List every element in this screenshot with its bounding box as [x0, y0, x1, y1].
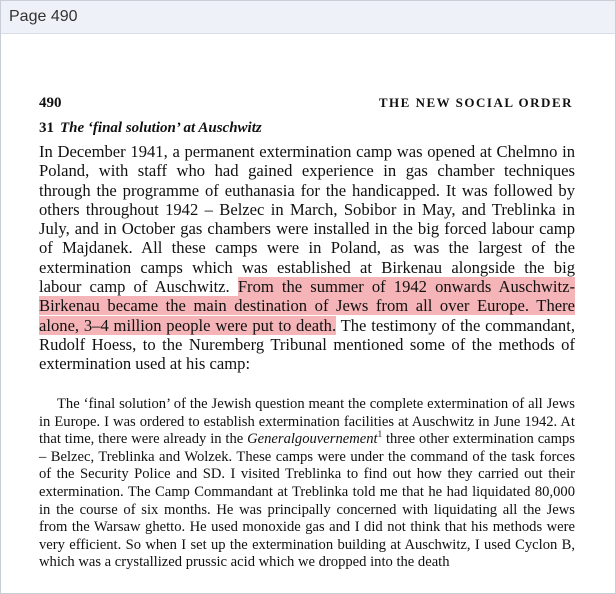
intro-paragraph — [39, 142, 575, 374]
book-page — [1, 34, 615, 593]
italic-term: Generalgouvernement — [247, 431, 378, 448]
page-label: Page 490 — [9, 8, 78, 25]
folio: 490 — [39, 95, 62, 111]
intro-text-before: In December 1941, a permanent extermination camp was opened at Chelmno in Poland, with staff who had gained experience in gas chamber techniques through the programme of euthanasia for the handicapped. It was followed by others throughout 1942 – Belzec in March, Sobibor in May, and Treblinka in July, and in October gas chambers were installed in the big forced labour camp of Majdanek. All these camps were in Poland, as was the largest of the extermination camps which was established at Birkenau alongside the big labour camp of Auschwitz. — [39, 142, 575, 297]
intro-text-after: The testimony of the commandant, Rudolf Hoess, to the Nuremberg Tribunal mentioned some of the methods of extermination used at his camp: — [39, 315, 575, 374]
testimony-quote — [39, 396, 575, 572]
running-head — [39, 95, 573, 112]
section-heading — [39, 120, 262, 137]
footnote-mark: 1 — [377, 429, 383, 440]
page-label-bar — [1, 1, 615, 34]
section-number: 31 — [39, 120, 54, 136]
quote-text-part2: three other extermination camps – Belzec, Treblinka and Wolzek. These camps were under the command of the task forces of the Security Police and SD. I visited Treblinka to find out how they carried out their extermination. The Camp Commandant at Treblinka told me that he had liquidated 80,000 in the course of six months. He was principally concerned with liquidating all the Jews from the Warsaw ghetto. He used monoxide gas and I did not think that his methods were very efficient. So when I set up the extermination building at Auschwitz, I used Cyclon B, which was a crystallized prussic acid which we dropped into the death — [39, 431, 575, 571]
book-title: THE NEW SOCIAL ORDER — [378, 95, 573, 110]
quote-text-part1: The ‘final solution’ of the Jewish question meant the complete extermination of all Jews in Europe. I was ordered to establish extermination facilities at Auschwitz in June 1942. At that time, there were already in the — [39, 396, 575, 448]
highlighted-passage: From the summer of 1942 onwards Auschwitz-Birkenau became the main destination of Jews from all over Europe. There alone, 3–4 million people were put to death. — [39, 277, 576, 335]
section-title: The ‘final solution’ at Auschwitz — [60, 120, 262, 136]
